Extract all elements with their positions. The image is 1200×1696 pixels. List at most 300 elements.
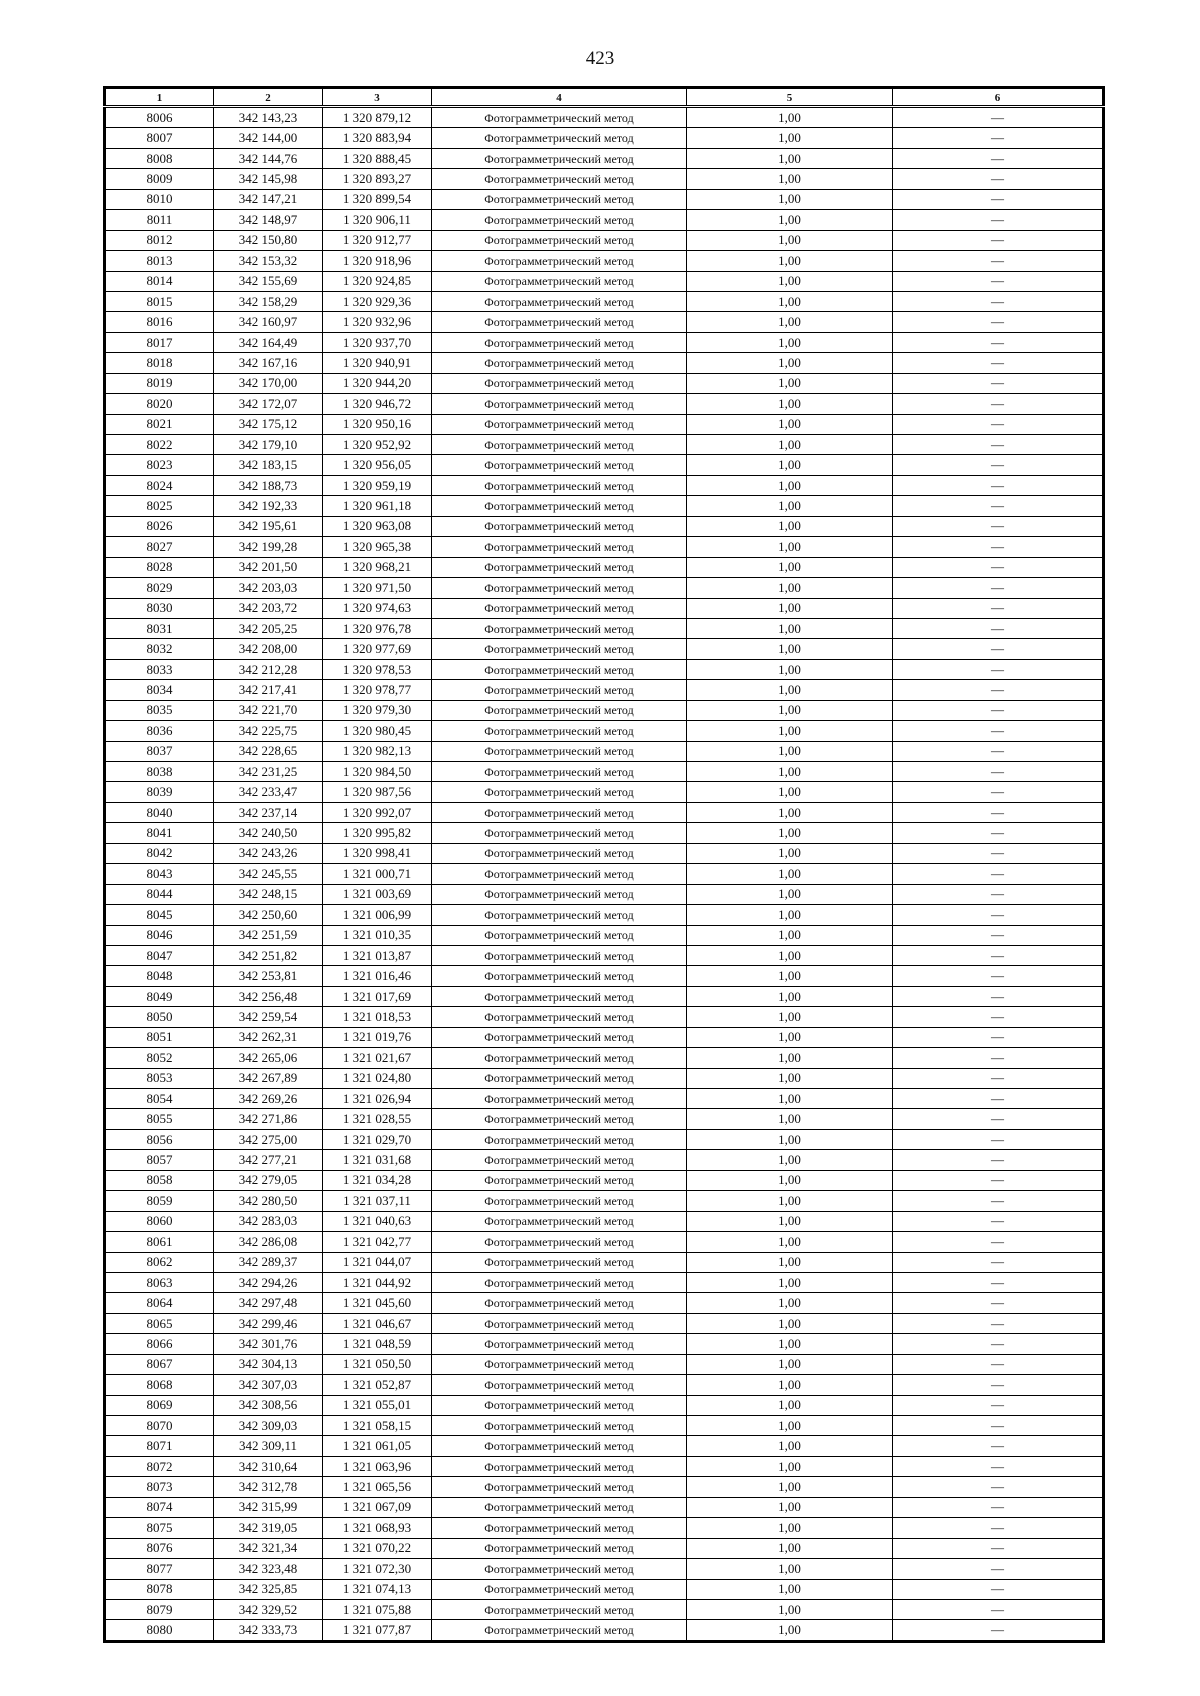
cell-method: Фотограмметрический метод <box>432 659 687 679</box>
cell-note: — <box>893 639 1104 659</box>
cell-x-coordinate: 342 279,05 <box>214 1170 323 1190</box>
cell-y-coordinate: 1 320 965,38 <box>323 537 432 557</box>
cell-method: Фотограмметрический метод <box>432 864 687 884</box>
cell-y-coordinate: 1 321 044,92 <box>323 1272 432 1292</box>
cell-point-number: 8014 <box>105 271 214 291</box>
cell-note: — <box>893 741 1104 761</box>
table-row <box>105 1007 1104 1027</box>
cell-accuracy: 1,00 <box>687 802 893 822</box>
cell-y-coordinate: 1 321 031,68 <box>323 1150 432 1170</box>
cell-point-number: 8059 <box>105 1191 214 1211</box>
cell-accuracy: 1,00 <box>687 618 893 638</box>
cell-point-number: 8053 <box>105 1068 214 1088</box>
table-row <box>105 251 1104 271</box>
cell-method: Фотограмметрический метод <box>432 1170 687 1190</box>
cell-accuracy: 1,00 <box>687 680 893 700</box>
cell-x-coordinate: 342 319,05 <box>214 1518 323 1538</box>
cell-x-coordinate: 342 309,11 <box>214 1436 323 1456</box>
cell-note: — <box>893 1518 1104 1538</box>
cell-y-coordinate: 1 320 959,19 <box>323 475 432 495</box>
cell-note: — <box>893 1538 1104 1558</box>
cell-note: — <box>893 128 1104 148</box>
cell-x-coordinate: 342 237,14 <box>214 802 323 822</box>
coordinates-table <box>103 86 1105 1643</box>
cell-method: Фотограмметрический метод <box>432 251 687 271</box>
cell-method: Фотограмметрический метод <box>432 128 687 148</box>
cell-point-number: 8008 <box>105 148 214 168</box>
cell-method: Фотограмметрический метод <box>432 1109 687 1129</box>
table-row <box>105 1313 1104 1333</box>
cell-y-coordinate: 1 321 067,09 <box>323 1497 432 1517</box>
cell-point-number: 8036 <box>105 721 214 741</box>
cell-accuracy: 1,00 <box>687 986 893 1006</box>
cell-x-coordinate: 342 315,99 <box>214 1497 323 1517</box>
cell-point-number: 8034 <box>105 680 214 700</box>
table-row <box>105 1129 1104 1149</box>
cell-method: Фотограмметрический метод <box>432 618 687 638</box>
cell-accuracy: 1,00 <box>687 291 893 311</box>
cell-x-coordinate: 342 256,48 <box>214 986 323 1006</box>
cell-point-number: 8017 <box>105 332 214 352</box>
cell-x-coordinate: 342 144,00 <box>214 128 323 148</box>
cell-point-number: 8007 <box>105 128 214 148</box>
cell-method: Фотограмметрический метод <box>432 373 687 393</box>
table-row <box>105 1559 1104 1579</box>
cell-note: — <box>893 1375 1104 1395</box>
cell-method: Фотограмметрический метод <box>432 230 687 250</box>
cell-x-coordinate: 342 297,48 <box>214 1293 323 1313</box>
cell-point-number: 8056 <box>105 1129 214 1149</box>
cell-point-number: 8063 <box>105 1272 214 1292</box>
cell-y-coordinate: 1 320 987,56 <box>323 782 432 802</box>
cell-accuracy: 1,00 <box>687 414 893 434</box>
cell-accuracy: 1,00 <box>687 598 893 618</box>
table-row <box>105 884 1104 904</box>
cell-note: — <box>893 332 1104 352</box>
cell-method: Фотограмметрический метод <box>432 1272 687 1292</box>
cell-point-number: 8055 <box>105 1109 214 1129</box>
cell-point-number: 8037 <box>105 741 214 761</box>
table-row <box>105 332 1104 352</box>
cell-method: Фотограмметрический метод <box>432 925 687 945</box>
cell-point-number: 8071 <box>105 1436 214 1456</box>
cell-y-coordinate: 1 320 952,92 <box>323 435 432 455</box>
cell-method: Фотограмметрический метод <box>432 1456 687 1476</box>
cell-point-number: 8046 <box>105 925 214 945</box>
table-row <box>105 986 1104 1006</box>
cell-y-coordinate: 1 320 976,78 <box>323 618 432 638</box>
cell-x-coordinate: 342 240,50 <box>214 823 323 843</box>
cell-accuracy: 1,00 <box>687 496 893 516</box>
table-row <box>105 537 1104 557</box>
cell-accuracy: 1,00 <box>687 373 893 393</box>
cell-point-number: 8012 <box>105 230 214 250</box>
cell-note: — <box>893 1109 1104 1129</box>
cell-note: — <box>893 557 1104 577</box>
cell-accuracy: 1,00 <box>687 332 893 352</box>
cell-y-coordinate: 1 320 906,11 <box>323 210 432 230</box>
cell-point-number: 8058 <box>105 1170 214 1190</box>
cell-point-number: 8075 <box>105 1518 214 1538</box>
cell-method: Фотограмметрический метод <box>432 1068 687 1088</box>
cell-note: — <box>893 455 1104 475</box>
cell-x-coordinate: 342 251,82 <box>214 945 323 965</box>
cell-note: — <box>893 537 1104 557</box>
cell-note: — <box>893 107 1104 128</box>
cell-y-coordinate: 1 321 010,35 <box>323 925 432 945</box>
cell-accuracy: 1,00 <box>687 1538 893 1558</box>
cell-x-coordinate: 342 280,50 <box>214 1191 323 1211</box>
cell-y-coordinate: 1 321 075,88 <box>323 1599 432 1619</box>
cell-method: Фотограмметрический метод <box>432 1579 687 1599</box>
cell-note: — <box>893 1395 1104 1415</box>
cell-method: Фотограмметрический метод <box>432 291 687 311</box>
cell-accuracy: 1,00 <box>687 148 893 168</box>
cell-accuracy: 1,00 <box>687 455 893 475</box>
table-row <box>105 1089 1104 1109</box>
cell-y-coordinate: 1 321 058,15 <box>323 1416 432 1436</box>
cell-note: — <box>893 864 1104 884</box>
cell-y-coordinate: 1 320 888,45 <box>323 148 432 168</box>
cell-y-coordinate: 1 320 979,30 <box>323 700 432 720</box>
cell-y-coordinate: 1 321 055,01 <box>323 1395 432 1415</box>
table-row <box>105 128 1104 148</box>
cell-x-coordinate: 342 208,00 <box>214 639 323 659</box>
table-row <box>105 1497 1104 1517</box>
cell-point-number: 8015 <box>105 291 214 311</box>
cell-point-number: 8010 <box>105 189 214 209</box>
cell-accuracy: 1,00 <box>687 1232 893 1252</box>
cell-point-number: 8028 <box>105 557 214 577</box>
cell-method: Фотограмметрический метод <box>432 700 687 720</box>
cell-point-number: 8027 <box>105 537 214 557</box>
cell-note: — <box>893 1232 1104 1252</box>
cell-x-coordinate: 342 269,26 <box>214 1089 323 1109</box>
cell-accuracy: 1,00 <box>687 189 893 209</box>
cell-y-coordinate: 1 320 899,54 <box>323 189 432 209</box>
table-row <box>105 373 1104 393</box>
cell-note: — <box>893 291 1104 311</box>
cell-point-number: 8009 <box>105 169 214 189</box>
cell-note: — <box>893 1599 1104 1619</box>
cell-accuracy: 1,00 <box>687 1395 893 1415</box>
cell-x-coordinate: 342 195,61 <box>214 516 323 536</box>
cell-x-coordinate: 342 307,03 <box>214 1375 323 1395</box>
table-row <box>105 1150 1104 1170</box>
cell-y-coordinate: 1 320 982,13 <box>323 741 432 761</box>
cell-point-number: 8061 <box>105 1232 214 1252</box>
table-row <box>105 925 1104 945</box>
cell-point-number: 8044 <box>105 884 214 904</box>
cell-method: Фотограмметрический метод <box>432 332 687 352</box>
cell-x-coordinate: 342 147,21 <box>214 189 323 209</box>
cell-note: — <box>893 496 1104 516</box>
table-row <box>105 189 1104 209</box>
cell-y-coordinate: 1 320 944,20 <box>323 373 432 393</box>
table-row <box>105 475 1104 495</box>
cell-y-coordinate: 1 321 048,59 <box>323 1334 432 1354</box>
cell-accuracy: 1,00 <box>687 1109 893 1129</box>
cell-note: — <box>893 1579 1104 1599</box>
table-row <box>105 1027 1104 1047</box>
cell-note: — <box>893 169 1104 189</box>
cell-x-coordinate: 342 333,73 <box>214 1620 323 1641</box>
page-number: 423 <box>585 48 615 69</box>
cell-note: — <box>893 373 1104 393</box>
cell-x-coordinate: 342 294,26 <box>214 1272 323 1292</box>
cell-note: — <box>893 251 1104 271</box>
cell-y-coordinate: 1 321 034,28 <box>323 1170 432 1190</box>
cell-accuracy: 1,00 <box>687 1559 893 1579</box>
cell-y-coordinate: 1 321 028,55 <box>323 1109 432 1129</box>
cell-y-coordinate: 1 321 013,87 <box>323 945 432 965</box>
cell-method: Фотограмметрический метод <box>432 966 687 986</box>
cell-point-number: 8050 <box>105 1007 214 1027</box>
table-row <box>105 435 1104 455</box>
cell-accuracy: 1,00 <box>687 1579 893 1599</box>
cell-method: Фотограмметрический метод <box>432 905 687 925</box>
table-row <box>105 1272 1104 1292</box>
table-row <box>105 823 1104 843</box>
cell-method: Фотограмметрический метод <box>432 843 687 863</box>
cell-x-coordinate: 342 150,80 <box>214 230 323 250</box>
cell-accuracy: 1,00 <box>687 945 893 965</box>
cell-accuracy: 1,00 <box>687 1599 893 1619</box>
cell-point-number: 8018 <box>105 353 214 373</box>
cell-accuracy: 1,00 <box>687 1150 893 1170</box>
cell-note: — <box>893 516 1104 536</box>
cell-point-number: 8030 <box>105 598 214 618</box>
cell-point-number: 8074 <box>105 1497 214 1517</box>
cell-method: Фотограмметрический метод <box>432 148 687 168</box>
table-row <box>105 1538 1104 1558</box>
cell-method: Фотограмметрический метод <box>432 1007 687 1027</box>
cell-x-coordinate: 342 228,65 <box>214 741 323 761</box>
table-row <box>105 762 1104 782</box>
table-row <box>105 1620 1104 1641</box>
cell-accuracy: 1,00 <box>687 1191 893 1211</box>
cell-method: Фотограмметрический метод <box>432 1027 687 1047</box>
table-row <box>105 1170 1104 1190</box>
cell-note: — <box>893 414 1104 434</box>
cell-x-coordinate: 342 271,86 <box>214 1109 323 1129</box>
cell-accuracy: 1,00 <box>687 1477 893 1497</box>
cell-point-number: 8060 <box>105 1211 214 1231</box>
cell-note: — <box>893 966 1104 986</box>
cell-note: — <box>893 1211 1104 1231</box>
cell-note: — <box>893 1272 1104 1292</box>
cell-x-coordinate: 342 309,03 <box>214 1416 323 1436</box>
cell-x-coordinate: 342 325,85 <box>214 1579 323 1599</box>
cell-y-coordinate: 1 320 940,91 <box>323 353 432 373</box>
cell-point-number: 8069 <box>105 1395 214 1415</box>
cell-accuracy: 1,00 <box>687 1068 893 1088</box>
cell-y-coordinate: 1 321 006,99 <box>323 905 432 925</box>
cell-method: Фотограмметрический метод <box>432 312 687 332</box>
cell-accuracy: 1,00 <box>687 741 893 761</box>
cell-point-number: 8038 <box>105 762 214 782</box>
cell-accuracy: 1,00 <box>687 1272 893 1292</box>
cell-note: — <box>893 1477 1104 1497</box>
cell-method: Фотограмметрический метод <box>432 1538 687 1558</box>
cell-y-coordinate: 1 320 883,94 <box>323 128 432 148</box>
cell-note: — <box>893 1170 1104 1190</box>
cell-note: — <box>893 1068 1104 1088</box>
cell-y-coordinate: 1 320 932,96 <box>323 312 432 332</box>
cell-y-coordinate: 1 321 046,67 <box>323 1313 432 1333</box>
cell-point-number: 8062 <box>105 1252 214 1272</box>
cell-point-number: 8035 <box>105 700 214 720</box>
cell-x-coordinate: 342 248,15 <box>214 884 323 904</box>
cell-x-coordinate: 342 201,50 <box>214 557 323 577</box>
table-row <box>105 864 1104 884</box>
table-row <box>105 312 1104 332</box>
cell-point-number: 8033 <box>105 659 214 679</box>
table-row <box>105 1395 1104 1415</box>
cell-y-coordinate: 1 320 992,07 <box>323 802 432 822</box>
cell-y-coordinate: 1 320 918,96 <box>323 251 432 271</box>
cell-accuracy: 1,00 <box>687 1354 893 1374</box>
cell-point-number: 8022 <box>105 435 214 455</box>
table-row <box>105 1456 1104 1476</box>
cell-method: Фотограмметрический метод <box>432 1232 687 1252</box>
cell-note: — <box>893 1456 1104 1476</box>
table-row <box>105 271 1104 291</box>
cell-point-number: 8032 <box>105 639 214 659</box>
cell-method: Фотограмметрический метод <box>432 353 687 373</box>
cell-point-number: 8057 <box>105 1150 214 1170</box>
cell-y-coordinate: 1 321 052,87 <box>323 1375 432 1395</box>
cell-accuracy: 1,00 <box>687 721 893 741</box>
cell-method: Фотограмметрический метод <box>432 1518 687 1538</box>
cell-accuracy: 1,00 <box>687 864 893 884</box>
cell-accuracy: 1,00 <box>687 1416 893 1436</box>
cell-point-number: 8047 <box>105 945 214 965</box>
cell-method: Фотограмметрический метод <box>432 986 687 1006</box>
cell-y-coordinate: 1 320 978,77 <box>323 680 432 700</box>
cell-note: — <box>893 762 1104 782</box>
table-row <box>105 1334 1104 1354</box>
table-row <box>105 169 1104 189</box>
cell-point-number: 8049 <box>105 986 214 1006</box>
cell-note: — <box>893 945 1104 965</box>
cell-accuracy: 1,00 <box>687 1048 893 1068</box>
cell-accuracy: 1,00 <box>687 782 893 802</box>
cell-point-number: 8043 <box>105 864 214 884</box>
cell-x-coordinate: 342 277,21 <box>214 1150 323 1170</box>
table-row <box>105 1518 1104 1538</box>
table-row <box>105 516 1104 536</box>
cell-note: — <box>893 1048 1104 1068</box>
cell-note: — <box>893 802 1104 822</box>
cell-y-coordinate: 1 320 879,12 <box>323 107 432 128</box>
cell-y-coordinate: 1 321 077,87 <box>323 1620 432 1641</box>
table-row <box>105 843 1104 863</box>
cell-note: — <box>893 230 1104 250</box>
cell-y-coordinate: 1 320 995,82 <box>323 823 432 843</box>
cell-accuracy: 1,00 <box>687 1334 893 1354</box>
cell-note: — <box>893 700 1104 720</box>
table-row <box>105 557 1104 577</box>
cell-y-coordinate: 1 321 021,67 <box>323 1048 432 1068</box>
cell-y-coordinate: 1 321 074,13 <box>323 1579 432 1599</box>
cell-y-coordinate: 1 321 070,22 <box>323 1538 432 1558</box>
cell-y-coordinate: 1 320 984,50 <box>323 762 432 782</box>
cell-point-number: 8051 <box>105 1027 214 1047</box>
cell-note: — <box>893 618 1104 638</box>
column-header-6: 6 <box>893 88 1104 107</box>
table-row <box>105 1048 1104 1068</box>
column-header-3: 3 <box>323 88 432 107</box>
cell-method: Фотограмметрический метод <box>432 1375 687 1395</box>
cell-method: Фотограмметрический метод <box>432 721 687 741</box>
cell-x-coordinate: 342 144,76 <box>214 148 323 168</box>
cell-note: — <box>893 1150 1104 1170</box>
table-body <box>105 107 1104 1642</box>
cell-point-number: 8054 <box>105 1089 214 1109</box>
table-row <box>105 802 1104 822</box>
cell-y-coordinate: 1 320 956,05 <box>323 455 432 475</box>
cell-accuracy: 1,00 <box>687 1252 893 1272</box>
cell-note: — <box>893 189 1104 209</box>
table-row <box>105 1109 1104 1129</box>
cell-method: Фотограмметрический метод <box>432 107 687 128</box>
cell-accuracy: 1,00 <box>687 1027 893 1047</box>
cell-point-number: 8023 <box>105 455 214 475</box>
cell-note: — <box>893 721 1104 741</box>
table-row <box>105 1354 1104 1374</box>
cell-point-number: 8064 <box>105 1293 214 1313</box>
table-row <box>105 1477 1104 1497</box>
cell-method: Фотограмметрический метод <box>432 1620 687 1641</box>
cell-y-coordinate: 1 321 040,63 <box>323 1211 432 1231</box>
table-row <box>105 107 1104 128</box>
cell-note: — <box>893 578 1104 598</box>
cell-y-coordinate: 1 320 977,69 <box>323 639 432 659</box>
cell-y-coordinate: 1 321 063,96 <box>323 1456 432 1476</box>
table-row <box>105 1579 1104 1599</box>
cell-accuracy: 1,00 <box>687 762 893 782</box>
cell-accuracy: 1,00 <box>687 639 893 659</box>
cell-accuracy: 1,00 <box>687 516 893 536</box>
table-row <box>105 578 1104 598</box>
cell-y-coordinate: 1 321 026,94 <box>323 1089 432 1109</box>
cell-x-coordinate: 342 221,70 <box>214 700 323 720</box>
cell-point-number: 8080 <box>105 1620 214 1641</box>
cell-note: — <box>893 884 1104 904</box>
cell-accuracy: 1,00 <box>687 659 893 679</box>
table-row <box>105 1211 1104 1231</box>
cell-point-number: 8079 <box>105 1599 214 1619</box>
cell-note: — <box>893 843 1104 863</box>
cell-note: — <box>893 1559 1104 1579</box>
cell-y-coordinate: 1 321 024,80 <box>323 1068 432 1088</box>
cell-x-coordinate: 342 299,46 <box>214 1313 323 1333</box>
cell-note: — <box>893 986 1104 1006</box>
cell-method: Фотограмметрический метод <box>432 394 687 414</box>
cell-note: — <box>893 1293 1104 1313</box>
cell-accuracy: 1,00 <box>687 843 893 863</box>
cell-method: Фотограмметрический метод <box>432 1293 687 1313</box>
table-row <box>105 1293 1104 1313</box>
cell-point-number: 8078 <box>105 1579 214 1599</box>
column-header-5: 5 <box>687 88 893 107</box>
cell-note: — <box>893 1313 1104 1333</box>
table-row <box>105 1416 1104 1436</box>
cell-point-number: 8065 <box>105 1313 214 1333</box>
cell-method: Фотограмметрический метод <box>432 1089 687 1109</box>
cell-x-coordinate: 342 251,59 <box>214 925 323 945</box>
